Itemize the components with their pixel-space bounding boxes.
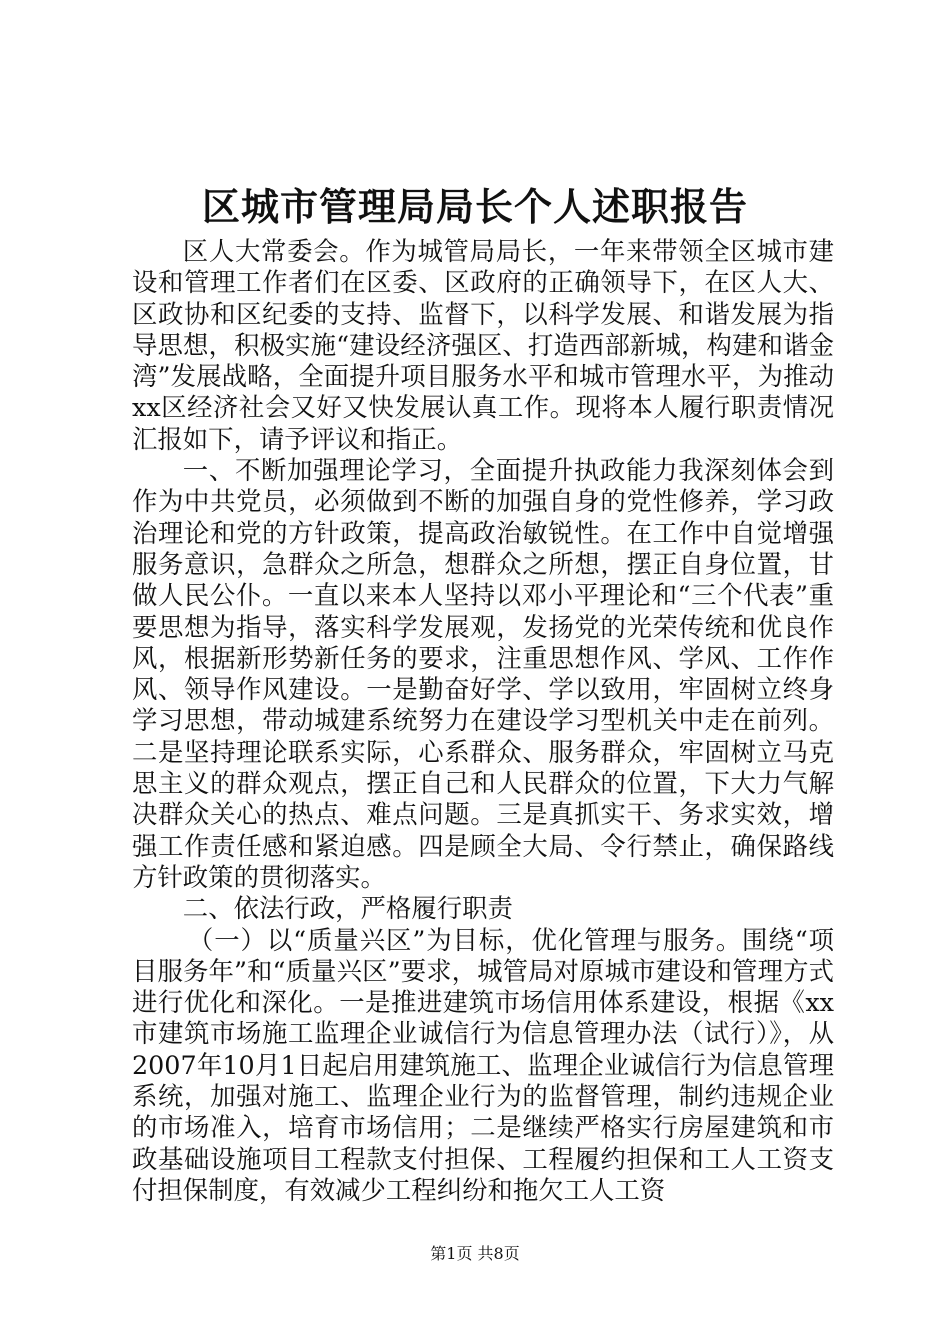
document-body xyxy=(132,236,834,1206)
paragraph-intro: 区人大常委会。作为城管局局长，一年来带领全区城市建设和管理工作者们在区委、区政府的正确领导下，在区人大、区政协和区纪委的支持、监督下，以科学发展、和谐发展为指导思想，积极实施“建设经济强区、打造西部新城，构建和谐金湾”发展战略，全面提升项目服务水平和城市管理水平，为推动xx区经济社会又好又快发展认真工作。现将本人履行职责情况汇报如下，请予评议和指正。 xyxy=(132,236,834,454)
paragraph-section-2-1: （一）以“质量兴区”为目标，优化管理与服务。围绕“项目服务年”和“质量兴区”要求，城管局对原城市建设和管理方式进行优化和深化。一是推进建筑市场信用体系建设，根据《xx市建筑市场施工监理企业诚信行为信息管理办法（试行）》，从2007年10月1日起启用建筑施工、监理企业诚信行为信息管理系统，加强对施工、监理企业行为的监督管理，制约违规企业的市场准入，培育市场信用；二是继续严格实行房屋建筑和市政基础设施项目工程款支付担保、工程履约担保和工人工资支付担保制度，有效减少工程纠纷和拖欠工人工资 xyxy=(132,924,834,1205)
document-title: 区城市管理局局长个人述职报告 xyxy=(201,184,748,229)
paragraph-section-1: 一、不断加强理论学习，全面提升执政能力我深刻体会到作为中共党员，必须做到不断的加强自身的党性修养，学习政治理论和党的方针政策，提高政治敏锐性。在工作中自觉增强服务意识，急群众之所急，想群众之所想，摆正自身位置，甘做人民公仆。一直以来本人坚持以邓小平理论和“三个代表”重要思想为指导，落实科学发展观，发扬党的光荣传统和优良作风，根据新形势新任务的要求，注重思想作风、学风、工作作风、领导作风建设。一是勤奋好学、学以致用，牢固树立终身学习思想，带动城建系统努力在建设学习型机关中走在前列。二是坚持理论联系实际，心系群众、服务群众，牢固树立马克思主义的群众观点，摆正自己和人民群众的位置，下大力气解决群众关心的热点、难点问题。三是真抓实干、务求实效，增强工作责任感和紧迫感。四是顾全大局、令行禁止，确保路线方针政策的贯彻落实。 xyxy=(132,455,834,892)
paragraph-section-2-heading: 二、依法行政，严格履行职责 xyxy=(182,893,513,924)
page-number-footer: 第1页 共8页 xyxy=(430,1244,520,1263)
